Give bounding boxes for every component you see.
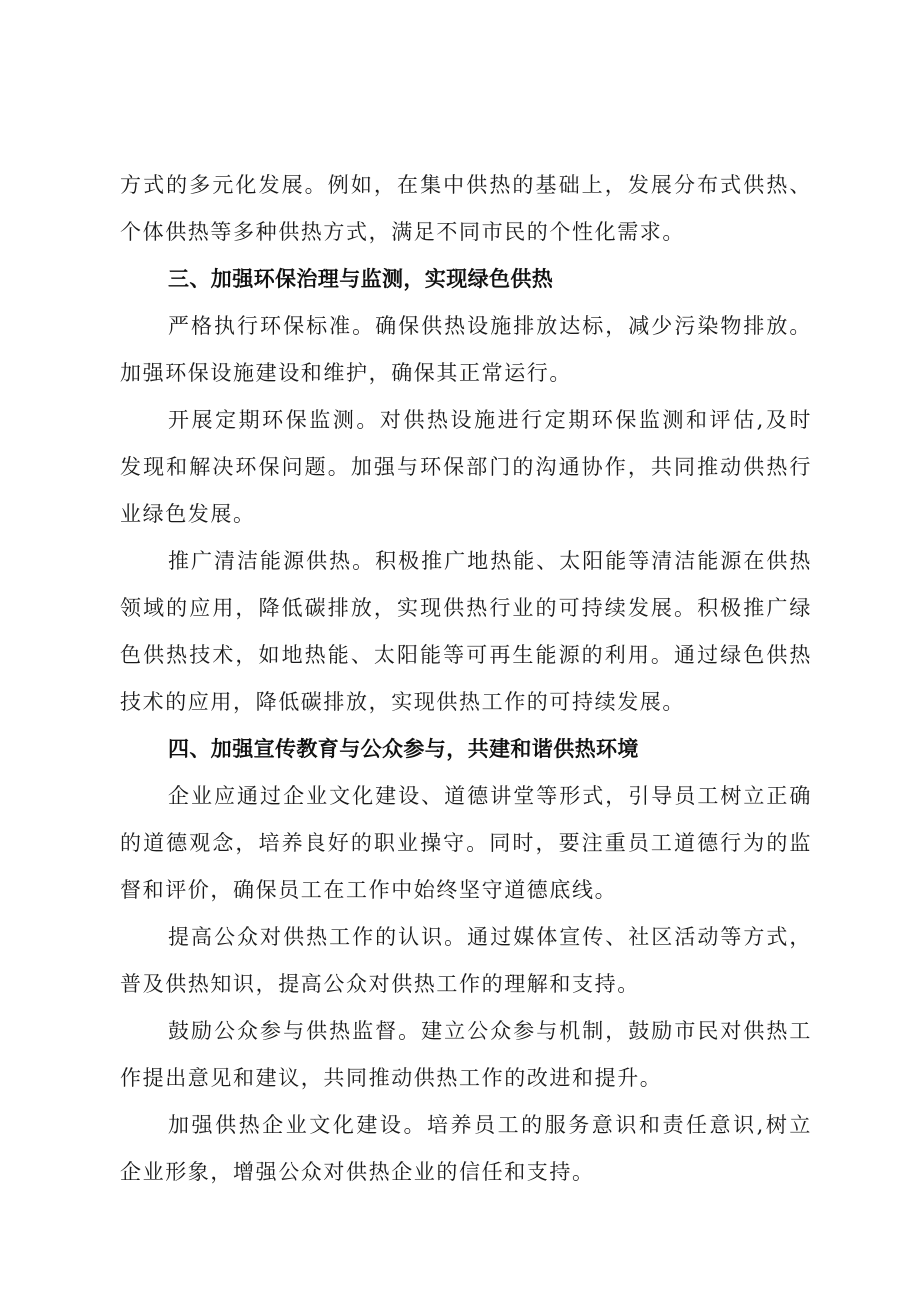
paragraph-environmental-monitoring — [120, 397, 812, 538]
text-line: 督和评价，确保员工在工作中始终坚守道德底线。 — [120, 878, 618, 902]
text-line: 推广清洁能源供热。积极推广地热能、太阳能等清洁能源在供热 — [168, 549, 812, 573]
text-line: 加强环保设施建设和维护，确保其正常运行。 — [120, 361, 572, 385]
paragraph-enterprise-culture — [120, 1102, 812, 1196]
section-heading-environmental: 三、加强环保治理与监测，实现绿色供热 — [168, 267, 554, 291]
text-line: 企业形象，增强公众对供热企业的信任和支持。 — [120, 1160, 595, 1184]
text-line: 领域的应用，降低碳排放，实现供热行业的可持续发展。积极推广绿 — [120, 596, 812, 620]
paragraph-public-supervision — [120, 1008, 812, 1102]
text-line: 加强供热企业文化建设。培养员工的服务意识和责任意识,树立 — [168, 1113, 812, 1137]
text-line: 业绿色发展。 — [120, 502, 256, 526]
text-line: 方式的多元化发展。例如，在集中供热的基础上，发展分布式供热、 — [120, 173, 812, 197]
text-line: 企业应通过企业文化建设、道德讲堂等形式，引导员工树立正确 — [168, 784, 812, 808]
section-heading-publicity: 四、加强宣传教育与公众参与，共建和谐供热环境 — [168, 737, 639, 761]
paragraph-environmental-standards — [120, 303, 812, 397]
text-line: 提高公众对供热工作的认识。通过媒体宣传、社区活动等方式， — [168, 925, 812, 949]
paragraph-clean-energy — [120, 538, 812, 726]
text-line: 个体供热等多种供热方式，满足不同市民的个性化需求。 — [120, 220, 685, 244]
paragraph-corporate-culture-ethics — [120, 773, 812, 914]
text-line: 作提出意见和建议，共同推动供热工作的改进和提升。 — [120, 1066, 663, 1090]
text-line: 发现和解决环保问题。加强与环保部门的沟通协作，共同推动供热行 — [120, 455, 812, 479]
text-line: 普及供热知识，提高公众对供热工作的理解和支持。 — [120, 972, 640, 996]
text-line: 色供热技术，如地热能、太阳能等可再生能源的利用。通过绿色供热 — [120, 643, 812, 667]
paragraph-public-awareness — [120, 914, 812, 1008]
text-line: 的道德观念，培养良好的职业操守。同时，要注重员工道德行为的监 — [120, 831, 812, 855]
text-line: 开展定期环保监测。对供热设施进行定期环保监测和评估,及时 — [168, 408, 812, 432]
text-line: 技术的应用，降低碳排放，实现供热工作的可持续发展。 — [120, 690, 685, 714]
text-line: 严格执行环保标准。确保供热设施排放达标，减少污染物排放。 — [168, 314, 812, 338]
text-line: 鼓励公众参与供热监督。建立公众参与机制，鼓励市民对供热工 — [168, 1019, 812, 1043]
paragraph-heating-diversification — [120, 162, 812, 256]
document-body — [120, 162, 812, 1196]
